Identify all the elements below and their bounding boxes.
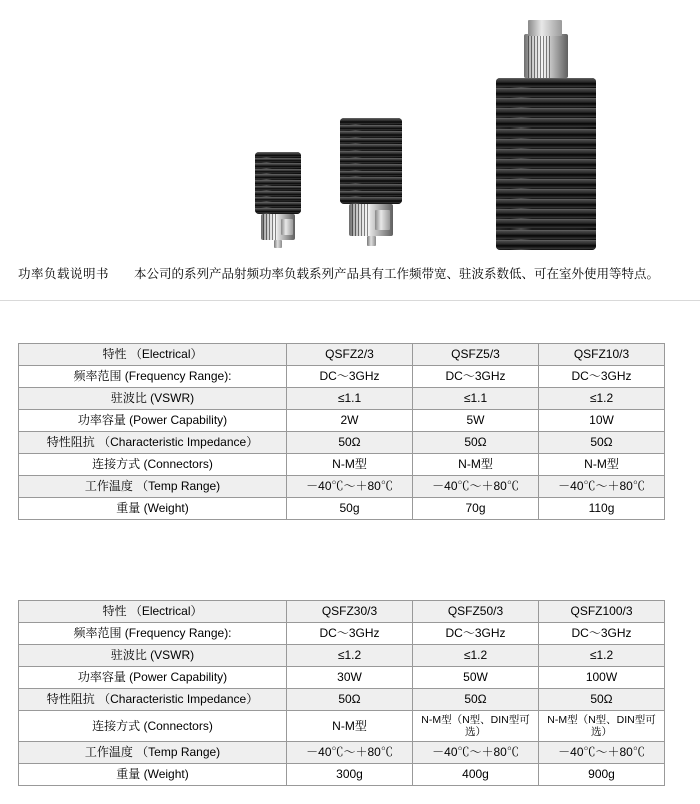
small-center-pin bbox=[274, 240, 282, 248]
heat-sink-fin bbox=[255, 163, 301, 168]
cell: 50Ω bbox=[539, 689, 665, 711]
product-photo bbox=[0, 0, 700, 258]
cell: －40℃～＋80℃ bbox=[413, 742, 539, 764]
heat-sink-fin bbox=[496, 209, 596, 218]
heat-sink-fin bbox=[496, 139, 596, 148]
heat-sink-fin bbox=[340, 138, 402, 144]
cell: 70g bbox=[413, 498, 539, 520]
row-label: 重量 (Weight) bbox=[19, 498, 287, 520]
heat-sink-fin bbox=[496, 118, 596, 127]
cell: ≤1.2 bbox=[539, 645, 665, 667]
cell: N-M型 bbox=[287, 711, 413, 742]
large-attenuator bbox=[496, 34, 596, 250]
heat-sink-fin bbox=[255, 169, 301, 174]
heat-sink-fin bbox=[340, 125, 402, 131]
heat-sink-fin bbox=[340, 197, 402, 203]
heat-sink-fin bbox=[340, 151, 402, 157]
cell: 50Ω bbox=[287, 432, 413, 454]
cell: DC～3GHz bbox=[539, 366, 665, 388]
row-label: 特性阻抗 （Characteristic Impedance） bbox=[19, 432, 287, 454]
spec-table-2 bbox=[18, 600, 665, 786]
heat-sink-fin bbox=[340, 118, 402, 124]
table-row bbox=[19, 667, 665, 689]
heat-sink-fin bbox=[340, 177, 402, 183]
heat-sink-fin bbox=[255, 158, 301, 163]
heat-sink-fin bbox=[496, 98, 596, 107]
table-row bbox=[19, 742, 665, 764]
table-row bbox=[19, 432, 665, 454]
horizontal-divider bbox=[0, 300, 700, 301]
cell: DC～3GHz bbox=[287, 366, 413, 388]
medium-attenuator bbox=[340, 118, 402, 246]
cell: DC～3GHz bbox=[539, 623, 665, 645]
large-connector bbox=[524, 34, 568, 78]
heat-sink-fin bbox=[496, 149, 596, 158]
row-label: 频率范围 (Frequency Range): bbox=[19, 366, 287, 388]
row-label: 功率容量 (Power Capability) bbox=[19, 410, 287, 432]
cell: N-M型 bbox=[287, 454, 413, 476]
cell: 50Ω bbox=[413, 689, 539, 711]
cell: －40℃～＋80℃ bbox=[413, 476, 539, 498]
table-row bbox=[19, 498, 665, 520]
heat-sink-fin bbox=[496, 108, 596, 117]
heat-sink-fin bbox=[496, 78, 596, 87]
cell: 400g bbox=[413, 764, 539, 786]
row-label: 特性阻抗 （Characteristic Impedance） bbox=[19, 689, 287, 711]
heat-sink-fin bbox=[340, 184, 402, 190]
heat-sink-fin bbox=[255, 186, 301, 191]
heat-sink-fin bbox=[496, 88, 596, 97]
heat-sink-fin bbox=[255, 174, 301, 179]
cell: DC～3GHz bbox=[413, 623, 539, 645]
cell: DC～3GHz bbox=[287, 623, 413, 645]
heat-sink-fin bbox=[340, 171, 402, 177]
cell: －40℃～＋80℃ bbox=[539, 742, 665, 764]
cell: ≤1.2 bbox=[413, 645, 539, 667]
column-header-model-3: QSFZ100/3 bbox=[539, 601, 665, 623]
cell: 50Ω bbox=[287, 689, 413, 711]
small-connector bbox=[261, 214, 295, 240]
heat-sink-fin bbox=[255, 197, 301, 202]
description-body: 本公司的系列产品射频功率负载系列产品具有工作频带宽、驻波系数低、可在室外使用等特点。 bbox=[133, 267, 659, 281]
row-label: 驻波比 (VSWR) bbox=[19, 645, 287, 667]
heat-sink-fin bbox=[496, 240, 596, 249]
row-label: 重量 (Weight) bbox=[19, 764, 287, 786]
cell: ≤1.1 bbox=[413, 388, 539, 410]
cell: 50Ω bbox=[413, 432, 539, 454]
row-label: 工作温度 （Temp Range) bbox=[19, 742, 287, 764]
row-label: 驻波比 (VSWR) bbox=[19, 388, 287, 410]
cell: 50W bbox=[413, 667, 539, 689]
row-label: 连接方式 (Connectors) bbox=[19, 454, 287, 476]
heat-sink-fin bbox=[496, 169, 596, 178]
column-header-model-2: QSFZ50/3 bbox=[413, 601, 539, 623]
column-header-model-3: QSFZ10/3 bbox=[539, 344, 665, 366]
cell: －40℃～＋80℃ bbox=[287, 742, 413, 764]
heat-sink-fin bbox=[496, 189, 596, 198]
table-header-row bbox=[19, 344, 665, 366]
table-row bbox=[19, 366, 665, 388]
heat-sink-fin bbox=[340, 191, 402, 197]
heat-sink-fin bbox=[255, 180, 301, 185]
product-description bbox=[18, 265, 682, 283]
table-row bbox=[19, 388, 665, 410]
table-row bbox=[19, 476, 665, 498]
heat-sink-fin bbox=[255, 152, 301, 157]
cell: ≤1.2 bbox=[539, 388, 665, 410]
heat-sink-fin bbox=[340, 164, 402, 170]
cell: N-M型（N型、DIN型可选） bbox=[539, 711, 665, 742]
medium-center-pin bbox=[367, 236, 376, 246]
heat-sink-fin bbox=[496, 159, 596, 168]
cell: ≤1.2 bbox=[287, 645, 413, 667]
cell: 2W bbox=[287, 410, 413, 432]
cell: 100W bbox=[539, 667, 665, 689]
heat-sink-fin bbox=[496, 179, 596, 188]
heat-sink-fin bbox=[340, 131, 402, 137]
cell: 300g bbox=[287, 764, 413, 786]
cell: ≤1.1 bbox=[287, 388, 413, 410]
cell: 110g bbox=[539, 498, 665, 520]
row-label: 频率范围 (Frequency Range): bbox=[19, 623, 287, 645]
heat-sink-fin bbox=[255, 202, 301, 207]
cell: 5W bbox=[413, 410, 539, 432]
heat-sink-fin bbox=[496, 219, 596, 228]
table-header-row bbox=[19, 601, 665, 623]
medium-connector bbox=[349, 204, 393, 236]
cell: N-M型（N型、DIN型可选） bbox=[413, 711, 539, 742]
description-title: 功率负载说明书 bbox=[18, 267, 110, 281]
cell: 50Ω bbox=[539, 432, 665, 454]
heat-sink-fin bbox=[496, 230, 596, 239]
cell: N-M型 bbox=[539, 454, 665, 476]
cell: －40℃～＋80℃ bbox=[287, 476, 413, 498]
cell: 50g bbox=[287, 498, 413, 520]
cell: 10W bbox=[539, 410, 665, 432]
table-row bbox=[19, 410, 665, 432]
table-row bbox=[19, 454, 665, 476]
row-label: 连接方式 (Connectors) bbox=[19, 711, 287, 742]
column-header-electrical: 特性 （Electrical） bbox=[19, 601, 287, 623]
heat-sink-fin bbox=[340, 158, 402, 164]
row-label: 工作温度 （Temp Range) bbox=[19, 476, 287, 498]
column-header-model-1: QSFZ2/3 bbox=[287, 344, 413, 366]
heat-sink-fin bbox=[496, 129, 596, 138]
cell: N-M型 bbox=[413, 454, 539, 476]
table-row bbox=[19, 645, 665, 667]
table-row bbox=[19, 623, 665, 645]
heat-sink-fin bbox=[496, 199, 596, 208]
heat-sink-fin bbox=[255, 191, 301, 196]
column-header-electrical: 特性 （Electrical） bbox=[19, 344, 287, 366]
table-row bbox=[19, 689, 665, 711]
column-header-model-1: QSFZ30/3 bbox=[287, 601, 413, 623]
heat-sink-fin bbox=[255, 208, 301, 213]
row-label: 功率容量 (Power Capability) bbox=[19, 667, 287, 689]
small-attenuator bbox=[255, 152, 301, 248]
table-row bbox=[19, 711, 665, 742]
table-row bbox=[19, 764, 665, 786]
cell: 30W bbox=[287, 667, 413, 689]
cell: 900g bbox=[539, 764, 665, 786]
heat-sink-fin bbox=[340, 144, 402, 150]
cell: －40℃～＋80℃ bbox=[539, 476, 665, 498]
cell: DC～3GHz bbox=[413, 366, 539, 388]
column-header-model-2: QSFZ5/3 bbox=[413, 344, 539, 366]
spec-table-1 bbox=[18, 343, 665, 520]
